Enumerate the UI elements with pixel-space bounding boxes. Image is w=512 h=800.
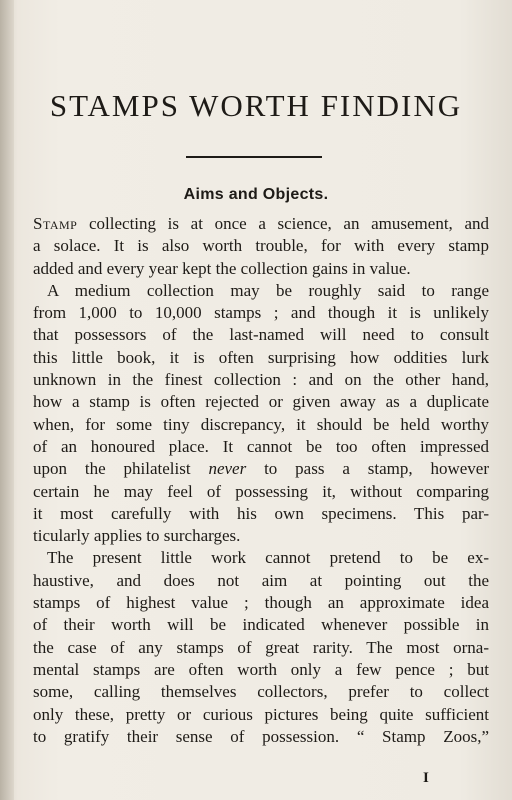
- text-line: A medium collection may be roughly said to range: [47, 280, 489, 300]
- text-line: certain he may feel of possessing it, without comparing: [33, 481, 489, 501]
- text-line: of an honoured place. It cannot be too often impressed: [33, 436, 489, 456]
- text-line: [33, 213, 489, 235]
- text-line: haustive, and does not aim at pointing out the: [33, 570, 489, 590]
- text-line: from 1,000 to 10,000 stamps ; and though it is unlikely: [33, 303, 489, 323]
- emphasis-never: never: [208, 459, 247, 479]
- text-line: it most carefully with his own specimens. This par-: [33, 503, 489, 523]
- text-line: that possessors of the last-named will need to consult: [33, 325, 489, 345]
- text-line: mental stamps are often worth only a few pence ; but: [33, 659, 489, 679]
- text-line: of their worth will be indicated whenever possible in: [33, 615, 489, 635]
- text-line: ticularly applies to surcharges.: [33, 526, 241, 546]
- text-line: The present little work cannot pretend to be ex-: [47, 548, 489, 568]
- line-text: to pass a stamp, however: [246, 459, 489, 479]
- text-line: a solace. It is also worth trouble, for with every stamp: [33, 236, 489, 256]
- title-rule: [186, 156, 322, 158]
- text-line: the case of any stamps of great rarity. The most orna-: [33, 637, 489, 657]
- line-text: upon the philatelist: [33, 459, 209, 479]
- text-line: only these, pretty or curious pictures being quite sufficient: [33, 704, 489, 724]
- text-line: stamps of highest value ; though an approximate idea: [33, 593, 489, 613]
- text-line: unknown in the finest collection : and on the other hand,: [33, 370, 489, 390]
- drop-word: Stamp: [33, 214, 78, 233]
- text-line: this little book, it is often surprising how oddities lurk: [33, 347, 489, 367]
- text-line: when, for some tiny discrepancy, it should be held worthy: [33, 414, 489, 434]
- page-number: I: [423, 770, 429, 786]
- page-title: STAMPS WORTH FINDING: [49, 88, 463, 123]
- text-line: added and every year kept the collection gains in value.: [33, 258, 411, 278]
- text-line: [33, 458, 489, 480]
- text-line: to gratify their sense of possession. “ Stamp Zoos,”: [33, 726, 489, 746]
- text-line: how a stamp is often rejected or given away as a duplicate: [33, 392, 489, 412]
- text-line: some, calling themselves collectors, prefer to collect: [33, 682, 489, 702]
- line-text: collecting is at once a science, an amusement, and: [77, 214, 489, 233]
- body-text: [33, 213, 489, 748]
- section-heading: Aims and Objects.: [183, 186, 329, 203]
